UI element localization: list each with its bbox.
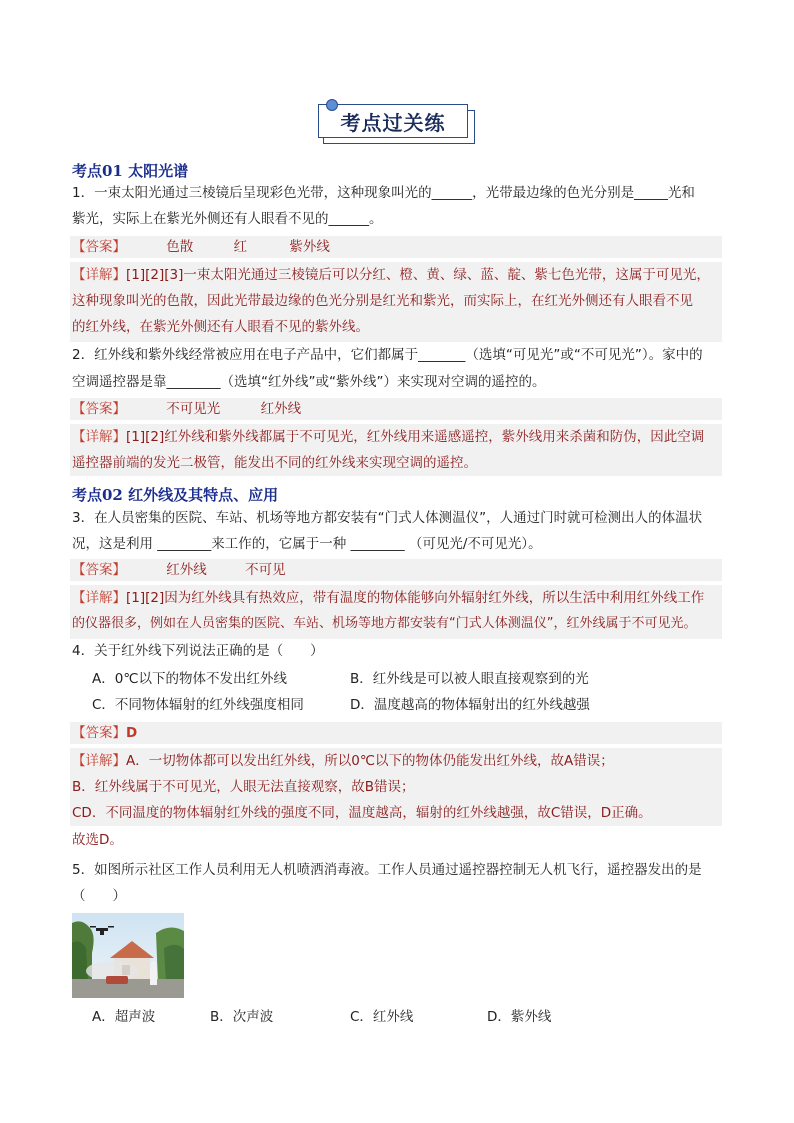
q5-stem-line2: （ ） bbox=[72, 888, 126, 904]
q1-answer-1: 色散 bbox=[166, 239, 194, 255]
q1-answer bbox=[72, 238, 722, 256]
section-heading-02: 考点02 红外线及其特点、应用 bbox=[72, 486, 279, 504]
q3-answer bbox=[72, 561, 722, 579]
q3-stem-line1: 3．在人员密集的医院、车站、机场等地方都安装有“门式人体测温仪”，人通过门时就可检测出人的体温状 bbox=[72, 510, 703, 526]
drone-spraying-photo bbox=[72, 913, 184, 998]
q4-answer-value: D bbox=[126, 725, 138, 741]
detail-tag: 【详解】 bbox=[72, 267, 126, 283]
q2-detail-line2: 遥控器前端的发光二极管，能发出不同的红外线来实现空调的遥控。 bbox=[72, 455, 477, 471]
q4-option-b: B．红外线是可以被人眼直接观察到的光 bbox=[350, 671, 589, 687]
q2-answer-1: 不可见光 bbox=[166, 401, 221, 417]
q5-option-c: C．红外线 bbox=[350, 1009, 414, 1025]
detail-tag: 【详解】 bbox=[72, 590, 126, 606]
answer-tag: 【答案】 bbox=[72, 239, 126, 255]
q3-detail-line2: 的仪器很多，例如在人员密集的医院、车站、机场等地方都安装有“门式人体测温仪”，红外线属于不可见光。 bbox=[72, 616, 697, 631]
q2-answer bbox=[72, 400, 722, 418]
q4-option-c: C．不同物体辐射的红外线强度相同 bbox=[92, 697, 304, 713]
detail-tag: 【详解】 bbox=[72, 753, 126, 769]
q2-stem-line1: 2．红外线和紫外线经常被应用在电子产品中，它们都属于_______（选填“可见光”或“不可见光”）。家中的 bbox=[72, 347, 703, 363]
q3-detail-text1: [1][2]因为红外线具有热效应，带有温度的物体能够向外辐射红外线，所以生活中利用红外线工作 bbox=[126, 590, 705, 606]
q5-option-d: D．紫外线 bbox=[487, 1009, 552, 1025]
q2-answer-2: 红外线 bbox=[260, 401, 302, 417]
q3-detail-line1 bbox=[72, 589, 722, 607]
q2-detail-text1: [1][2]红外线和紫外线都属于不可见光，红外线用来遥感遥控，紫外线用来杀菌和防伪，因此空调 bbox=[126, 429, 705, 445]
q1-answer-2: 红 bbox=[233, 239, 248, 255]
q2-stem-line2: 空调遥控器是靠________（选填“红外线”或“紫外线”）来实现对空调的遥控的。 bbox=[72, 374, 546, 390]
q4-detail-text1: A．一切物体都可以发出红外线，所以0℃以下的物体仍能发出红外线，故A错误； bbox=[126, 753, 614, 769]
page-title: 考点过关练 bbox=[318, 104, 468, 138]
answer-tag: 【答案】 bbox=[72, 401, 126, 417]
q1-answer-3: 紫外线 bbox=[289, 239, 330, 255]
q3-answer-1: 红外线 bbox=[166, 562, 207, 578]
q1-detail-line1 bbox=[72, 266, 722, 284]
q4-stem: 4．关于红外线下列说法正确的是（ ） bbox=[72, 643, 324, 659]
q3-stem-line2: 况，这是利用 ________来工作的，它属于一种 ________ （可见光/不可见光）。 bbox=[72, 536, 542, 552]
q4-option-a: A．0℃以下的物体不发出红外线 bbox=[92, 671, 287, 687]
q1-stem-line2: 紫光，实际上在紫光外侧还有人眼看不见的______。 bbox=[72, 211, 383, 227]
q1-detail-text1: [1][2][3]一束太阳光通过三棱镜后可以分红、橙、黄、绿、蓝、靛、紫七色光带，这属于可见光， bbox=[126, 267, 710, 283]
q4-detail-line2: B．红外线属于不可见光，人眼无法直接观察，故B错误； bbox=[72, 779, 415, 795]
q4-option-d: D．温度越高的物体辐射出的红外线越强 bbox=[350, 697, 590, 713]
q4-detail-line1 bbox=[72, 752, 722, 770]
q4-answer bbox=[72, 724, 722, 742]
title-banner bbox=[318, 104, 472, 142]
q1-detail-line2: 这种现象叫光的色散，因此光带最边缘的色光分别是红光和紫光，而实际上，在红光外侧还有人眼看不见 bbox=[72, 293, 693, 309]
title-dot-icon bbox=[326, 99, 338, 111]
q5-option-b: B．次声波 bbox=[210, 1009, 274, 1025]
detail-tag: 【详解】 bbox=[72, 429, 126, 445]
q2-detail-line1 bbox=[72, 428, 722, 446]
q3-answer-2: 不可见 bbox=[245, 562, 286, 578]
q1-stem-line1: 1．一束太阳光通过三棱镜后呈现彩色光带，这种现象叫光的______，光带最边缘的色光分别是_____光和 bbox=[72, 185, 695, 201]
q5-stem-line1: 5．如图所示社区工作人员利用无人机喷洒消毒液。工作人员通过遥控器控制无人机飞行，遥控器发出的是 bbox=[72, 862, 702, 878]
q4-detail-line4: 故选D。 bbox=[72, 832, 123, 848]
answer-tag: 【答案】 bbox=[72, 725, 126, 741]
answer-tag: 【答案】 bbox=[72, 562, 126, 578]
q5-option-a: A．超声波 bbox=[92, 1009, 156, 1025]
q4-detail-line3: CD．不同温度的物体辐射红外线的强度不同，温度越高，辐射的红外线越强，故C错误，D正确。 bbox=[72, 805, 652, 821]
section-heading-01: 考点01 太阳光谱 bbox=[72, 162, 189, 180]
q1-detail-line3: 的红外线，在紫光外侧还有人眼看不见的紫外线。 bbox=[72, 319, 369, 335]
